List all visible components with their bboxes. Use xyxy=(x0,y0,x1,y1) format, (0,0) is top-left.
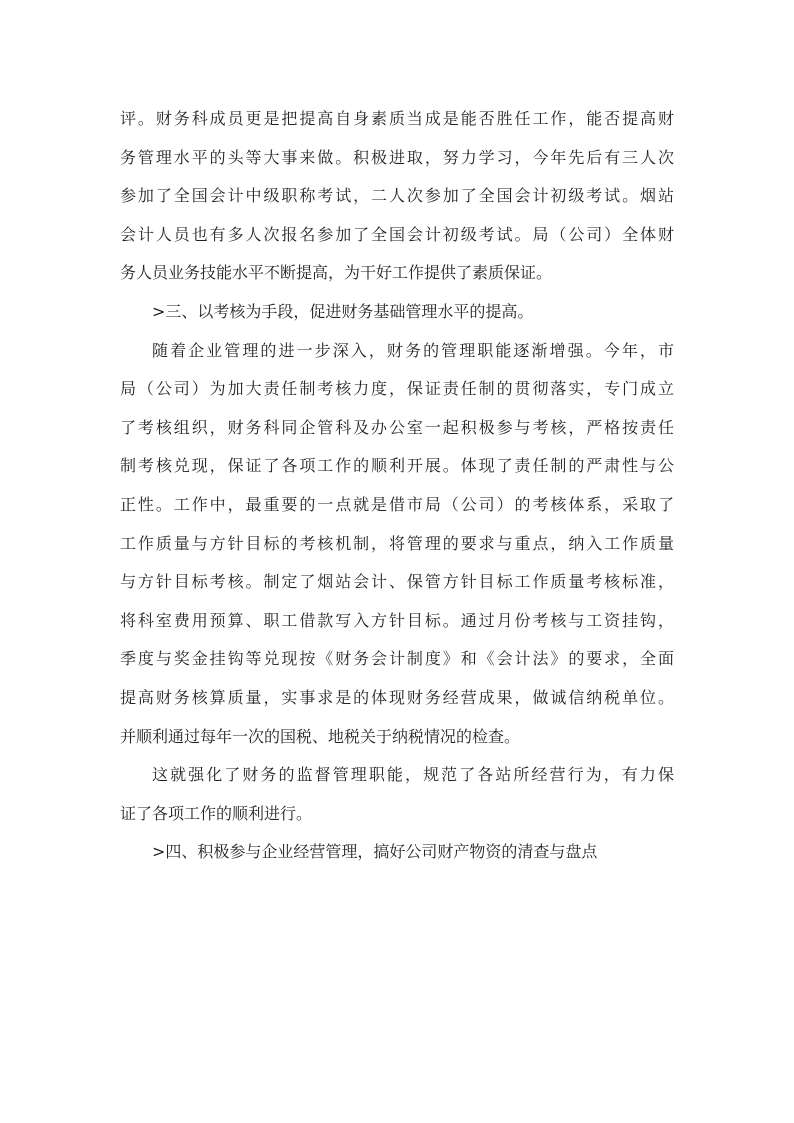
body-line: 会计人员也有多人次报名参加了全国会计初级考试。局（公司）全体财 xyxy=(120,224,674,244)
body-line: 将科室费用预算、职工借款写入方针目标。通过月份考核与工资挂钩， xyxy=(120,610,674,630)
body-line: 与方针目标考核。制定了烟站会计、保管方针目标工作质量考核标准， xyxy=(120,572,674,592)
body-line: 提高财务核算质量，实事求是的体现财务经营成果，做诚信纳税单位。 xyxy=(120,687,674,707)
body-line: 务管理水平的头等大事来做。积极进取，努力学习，今年先后有三人次 xyxy=(120,147,674,167)
section-heading-three: >三、以考核为手段，促进财务基础管理水平的提高。 xyxy=(152,301,534,321)
body-line: 务人员业务技能水平不断提高，为干好工作提供了素质保证。 xyxy=(120,263,553,283)
document-body xyxy=(120,100,674,872)
body-line: 季度与奖金挂钩等兑现按《财务会计制度》和《会计法》的要求，全面 xyxy=(120,649,674,669)
body-line: 正性。工作中，最重要的一点就是借市局（公司）的考核体系，采取了 xyxy=(120,494,674,514)
body-line: 这就强化了财务的监督管理职能，规范了各站所经营行为，有力保 xyxy=(152,765,674,785)
body-line: 制考核兑现，保证了各项工作的顺利开展。体现了责任制的严肃性与公 xyxy=(120,456,674,476)
body-line: 参加了全国会计中级职称考试，二人次参加了全国会计初级考试。烟站 xyxy=(120,186,674,206)
body-line: 评。财务科成员更是把提高自身素质当成是能否胜任工作，能否提高财 xyxy=(120,109,674,128)
body-line: 局（公司）为加大责任制考核力度，保证责任制的贯彻落实，专门成立 xyxy=(120,379,674,399)
body-line: 工作质量与方针目标的考核机制，将管理的要求与重点，纳入工作质量 xyxy=(120,533,674,553)
body-line: 证了各项工作的顺利进行。 xyxy=(120,803,313,823)
body-line: 并顺利通过每年一次的国税、地税关于纳税情况的检查。 xyxy=(120,726,521,746)
body-line: 了考核组织，财务科同企管科及办公室一起积极参与考核，严格按责任 xyxy=(120,417,674,437)
body-line: 随着企业管理的进一步深入，财务的管理职能逐渐增强。今年，市 xyxy=(152,340,674,360)
section-heading-four: >四、积极参与企业经营管理，搞好公司财产物资的清查与盘点 xyxy=(152,842,598,862)
